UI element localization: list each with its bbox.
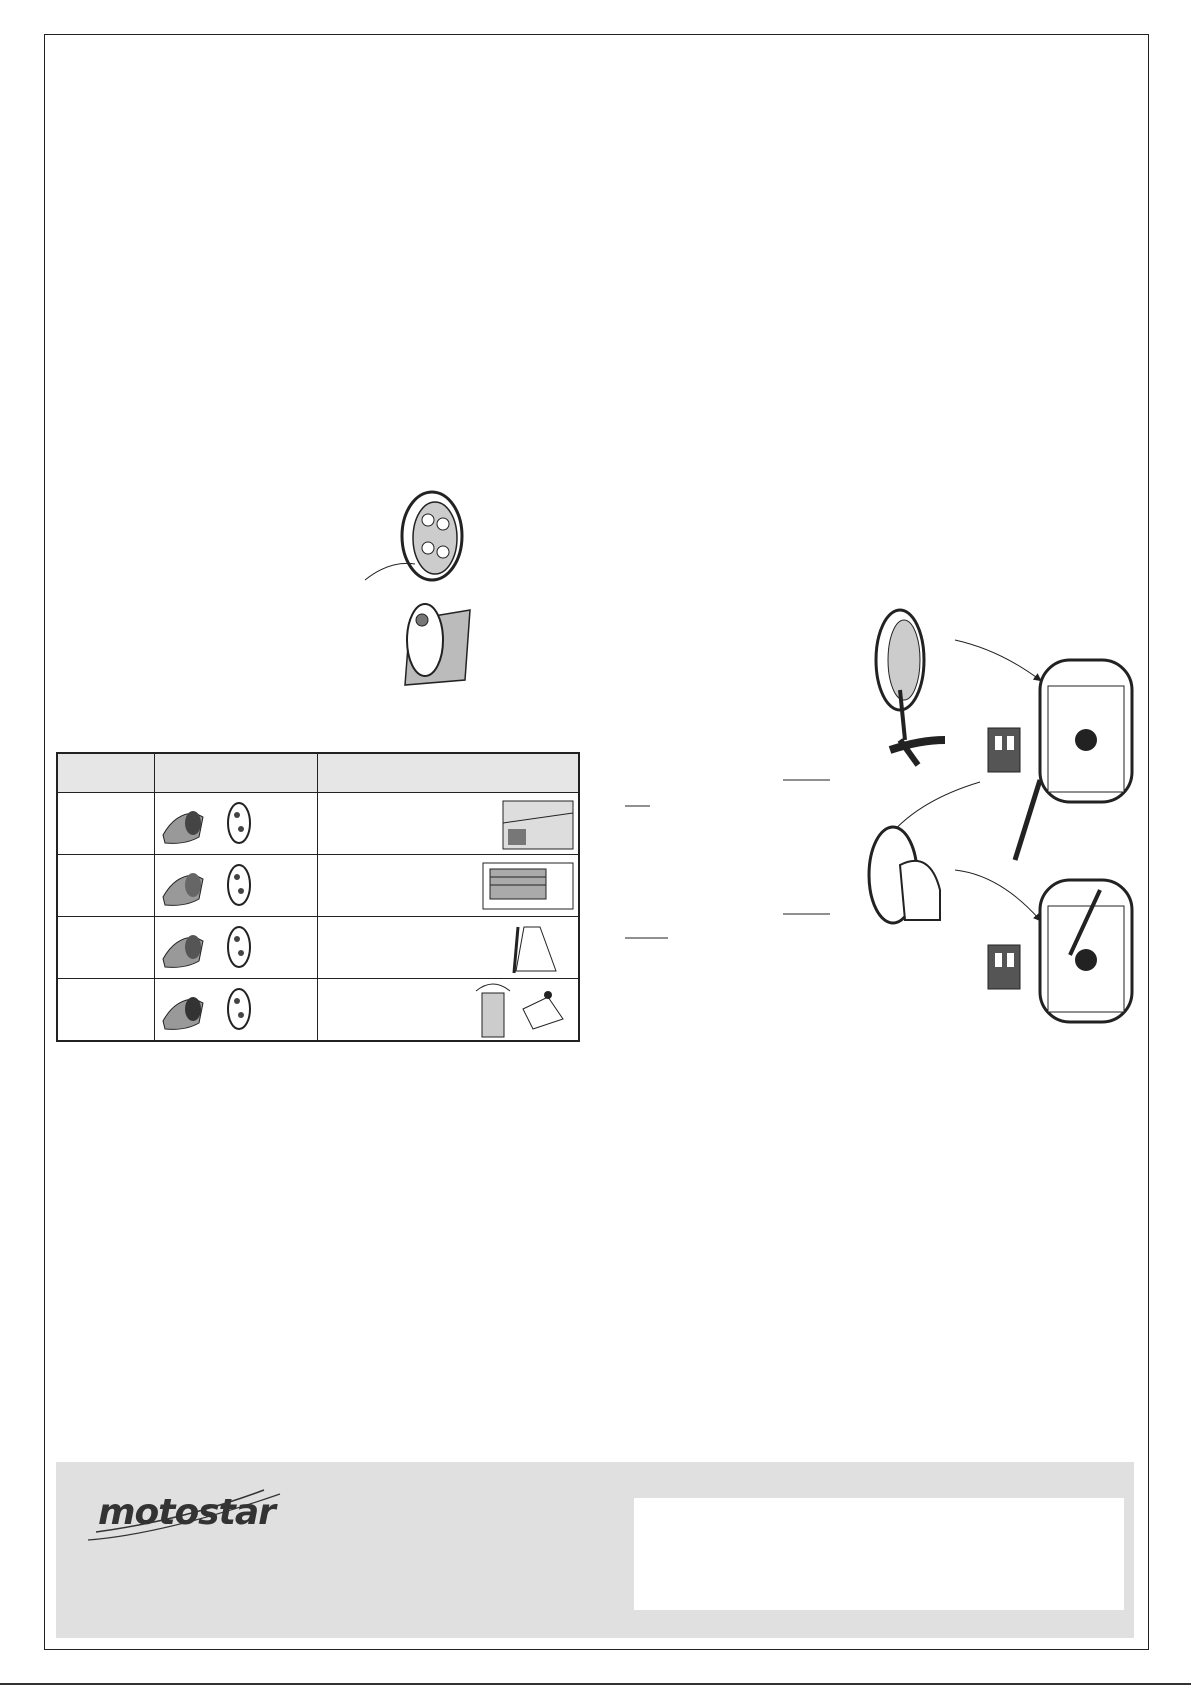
table-row <box>57 978 579 1041</box>
hand-remote-icon <box>155 978 318 1041</box>
remote-card-illustration <box>360 490 510 690</box>
footer-address-box <box>634 1498 1124 1610</box>
motostar-logo <box>84 1480 284 1552</box>
programming-steps-illustration <box>600 590 1140 1050</box>
hand-remote-icon <box>155 854 318 916</box>
table-row <box>57 793 579 855</box>
brand-name: motostar <box>98 1492 275 1533</box>
table-header-3 <box>318 753 579 793</box>
lamp-icon <box>318 916 579 978</box>
garage-door-icon <box>318 854 579 916</box>
table-header-2 <box>155 753 318 793</box>
table-row <box>57 854 579 916</box>
table-header-1 <box>57 753 155 793</box>
wall-gate-icon <box>318 793 579 855</box>
footer-band <box>56 1462 1134 1638</box>
hand-remote-icon <box>155 916 318 978</box>
function-table <box>56 752 580 1042</box>
table-row <box>57 916 579 978</box>
alarm-receiver-icon <box>318 978 579 1041</box>
hand-remote-icon <box>155 793 318 855</box>
